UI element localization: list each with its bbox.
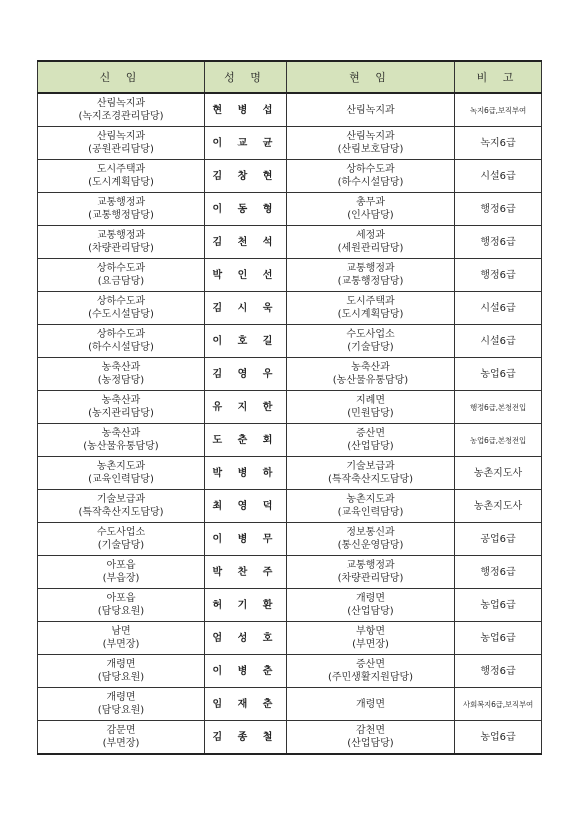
current-post-cell — [287, 655, 455, 688]
new-post-cell — [38, 127, 205, 160]
table-row — [38, 655, 542, 688]
current-post-cell — [287, 589, 455, 622]
current-post-cell-dept: 상하수도과 — [346, 164, 395, 175]
table-row — [38, 391, 542, 424]
current-post-cell — [287, 391, 455, 424]
new-post-cell — [38, 358, 205, 391]
current-post-cell-section: (산업담당) — [347, 738, 394, 749]
current-post-cell-dept: 개령면 — [356, 593, 385, 604]
current-post-cell — [287, 193, 455, 226]
current-post-cell — [287, 127, 455, 160]
header-new-post: 신 임 — [38, 61, 205, 93]
table-row — [38, 457, 542, 490]
remarks-cell: 시설6급 — [455, 160, 542, 193]
current-post-cell-section: (민원담당) — [347, 408, 394, 419]
new-post-cell-section: (차량관리담당) — [88, 243, 154, 254]
new-post-cell — [38, 93, 205, 127]
name-cell: 이 병 춘 — [205, 655, 287, 688]
remarks-cell: 행정6급 — [455, 259, 542, 292]
name-cell: 이 호 길 — [205, 325, 287, 358]
remarks-cell: 사회복지6급,보직부여 — [455, 688, 542, 721]
new-post-cell-section: (농정담당) — [97, 375, 145, 386]
current-post-cell-section: (통신운영담당) — [337, 540, 404, 551]
current-post-cell — [287, 556, 455, 589]
current-post-cell-dept: 부항면 — [356, 626, 385, 637]
new-post-cell — [38, 292, 205, 325]
new-post-cell — [38, 490, 205, 523]
name-cell: 김 창 현 — [205, 160, 287, 193]
current-post-cell-dept: 정보통신과 — [346, 527, 395, 538]
remarks-cell: 농촌지도사 — [455, 457, 542, 490]
table-row — [38, 226, 542, 259]
table-row — [38, 93, 542, 127]
current-post-cell-dept: 농촌지도과 — [346, 494, 395, 505]
name-cell: 최 영 덕 — [205, 490, 287, 523]
new-post-cell-section: (요금담당) — [97, 276, 145, 287]
current-post-cell-dept: 산림녹지과 — [346, 104, 395, 116]
name-cell: 박 찬 주 — [205, 556, 287, 589]
new-post-cell-dept: 상하수도과 — [96, 296, 146, 307]
current-post-cell-section: (세원관리담당) — [337, 243, 404, 254]
current-post-cell — [287, 688, 455, 721]
new-post-cell-dept: 농축산과 — [101, 362, 141, 373]
new-post-cell-section: (교통행정담당) — [88, 210, 154, 221]
new-post-cell-dept: 산림녹지과 — [96, 131, 146, 142]
current-post-cell-section: (부면장) — [352, 639, 389, 650]
current-post-cell-dept: 도시주택과 — [346, 296, 395, 307]
new-post-cell-section: (교육인력담당) — [88, 474, 154, 485]
table-row — [38, 556, 542, 589]
name-cell: 김 천 석 — [205, 226, 287, 259]
current-post-cell-dept: 세정과 — [356, 230, 385, 241]
new-post-cell — [38, 589, 205, 622]
name-cell: 이 교 균 — [205, 127, 287, 160]
remarks-cell: 농촌지도사 — [455, 490, 542, 523]
personnel-table — [37, 60, 542, 755]
new-post-cell — [38, 457, 205, 490]
name-cell: 박 인 선 — [205, 259, 287, 292]
current-post-cell — [287, 160, 455, 193]
new-post-cell-dept: 개령면 — [106, 659, 136, 670]
new-post-cell-section: (담당요원) — [97, 606, 145, 617]
name-cell: 김 시 욱 — [205, 292, 287, 325]
remarks-cell: 농업6급,본청전입 — [455, 424, 542, 457]
new-post-cell-dept: 도시주택과 — [96, 164, 146, 175]
current-post-cell-dept: 지례면 — [356, 395, 385, 406]
table-row — [38, 259, 542, 292]
current-post-cell-section: (교육인력담당) — [337, 507, 404, 518]
remarks-cell: 행정6급 — [455, 655, 542, 688]
current-post-cell — [287, 721, 455, 755]
new-post-cell — [38, 424, 205, 457]
current-post-cell-section: (농산물유통담당) — [332, 375, 409, 386]
new-post-cell-dept: 상하수도과 — [96, 329, 146, 340]
new-post-cell-section: (공원관리담당) — [88, 144, 154, 155]
new-post-cell — [38, 226, 205, 259]
remarks-cell: 녹지6급 — [455, 127, 542, 160]
current-post-cell-dept: 기술보급과 — [346, 461, 395, 472]
current-post-cell-dept: 감천면 — [356, 725, 385, 736]
current-post-cell-dept: 교통행정과 — [346, 263, 395, 274]
new-post-cell-section: (부면장) — [102, 639, 140, 650]
new-post-cell-dept: 남면 — [111, 626, 131, 637]
new-post-cell-section: (특작축산지도담당) — [78, 507, 164, 518]
current-post-cell-section: (특작축산지도담당) — [327, 474, 414, 485]
name-cell: 엄 성 호 — [205, 622, 287, 655]
table-row — [38, 490, 542, 523]
new-post-cell-section: (기술담당) — [97, 540, 145, 551]
current-post-cell-dept: 개령면 — [356, 698, 385, 710]
name-cell: 박 병 하 — [205, 457, 287, 490]
new-post-cell-section: (담당요원) — [97, 672, 145, 683]
current-post-cell-section: (교통행정담당) — [337, 276, 404, 287]
header-row — [38, 61, 542, 93]
current-post-cell-section: (하수시설담당) — [337, 177, 404, 188]
current-post-cell-dept: 증산면 — [356, 659, 385, 670]
new-post-cell-dept: 감문면 — [106, 725, 136, 736]
remarks-cell: 공업6급 — [455, 523, 542, 556]
current-post-cell-dept: 증산면 — [356, 428, 385, 439]
new-post-cell — [38, 556, 205, 589]
current-post-cell-section: (산업담당) — [347, 441, 394, 452]
new-post-cell — [38, 193, 205, 226]
current-post-cell-section: (차량관리담당) — [337, 573, 404, 584]
remarks-cell: 행정6급 — [455, 556, 542, 589]
new-post-cell-dept: 아포읍 — [106, 593, 136, 604]
new-post-cell-section: (하수시설담당) — [88, 342, 154, 353]
new-post-cell — [38, 259, 205, 292]
current-post-cell — [287, 523, 455, 556]
remarks-cell: 시설6급 — [455, 325, 542, 358]
new-post-cell-section: (담당요원) — [97, 705, 145, 716]
new-post-cell-dept: 농축산과 — [101, 395, 141, 406]
new-post-cell-dept: 산림녹지과 — [96, 98, 146, 109]
current-post-cell — [287, 358, 455, 391]
current-post-cell-dept: 교통행정과 — [346, 560, 395, 571]
new-post-cell — [38, 655, 205, 688]
current-post-cell-dept: 총무과 — [356, 197, 385, 208]
table-row — [38, 688, 542, 721]
table-row — [38, 523, 542, 556]
current-post-cell — [287, 457, 455, 490]
name-cell: 도 춘 회 — [205, 424, 287, 457]
new-post-cell-dept: 기술보급과 — [96, 494, 146, 505]
current-post-cell-dept: 수도사업소 — [346, 329, 395, 340]
current-post-cell — [287, 325, 455, 358]
new-post-cell-dept: 상하수도과 — [96, 263, 146, 274]
current-post-cell — [287, 292, 455, 325]
header-remarks: 비 고 — [455, 61, 542, 93]
new-post-cell-section: (농산물유통담당) — [83, 441, 159, 452]
new-post-cell-dept: 개령면 — [106, 692, 136, 703]
new-post-cell-dept: 교통행정과 — [96, 197, 146, 208]
remarks-cell: 행정6급 — [455, 193, 542, 226]
name-cell: 김 종 철 — [205, 721, 287, 755]
current-post-cell-section: (주민생활지원담당) — [327, 672, 414, 683]
new-post-cell — [38, 391, 205, 424]
current-post-cell — [287, 259, 455, 292]
remarks-cell: 행정6급 — [455, 226, 542, 259]
new-post-cell — [38, 325, 205, 358]
new-post-cell-section: (녹지조경관리담당) — [78, 111, 164, 122]
name-cell: 김 영 우 — [205, 358, 287, 391]
current-post-cell — [287, 93, 455, 127]
new-post-cell-dept: 교통행정과 — [96, 230, 146, 241]
new-post-cell-section: (부면장) — [102, 738, 140, 749]
table-row — [38, 325, 542, 358]
remarks-cell: 농업6급 — [455, 589, 542, 622]
remarks-cell: 시설6급 — [455, 292, 542, 325]
name-cell: 유 지 한 — [205, 391, 287, 424]
remarks-cell: 행정6급,본청전입 — [455, 391, 542, 424]
new-post-cell-section: (부읍장) — [102, 573, 140, 584]
remarks-cell: 농업6급 — [455, 622, 542, 655]
new-post-cell-section: (농지관리담당) — [88, 408, 154, 419]
remarks-cell: 농업6급 — [455, 721, 542, 755]
table-row — [38, 424, 542, 457]
current-post-cell-section: (산림보호담당) — [337, 144, 404, 155]
new-post-cell — [38, 523, 205, 556]
current-post-cell-dept: 산림녹지과 — [346, 131, 395, 142]
table-row — [38, 127, 542, 160]
new-post-cell-dept: 수도사업소 — [96, 527, 146, 538]
remarks-cell: 녹지6급,보직부여 — [455, 93, 542, 127]
new-post-cell-dept: 농축산과 — [101, 428, 141, 439]
name-cell: 현 병 섭 — [205, 93, 287, 127]
current-post-cell-section: (기술담당) — [347, 342, 394, 353]
table-row — [38, 622, 542, 655]
name-cell: 임 재 춘 — [205, 688, 287, 721]
table-row — [38, 292, 542, 325]
table-row — [38, 589, 542, 622]
new-post-cell — [38, 688, 205, 721]
current-post-cell-section: (인사담당) — [347, 210, 394, 221]
table-row — [38, 193, 542, 226]
table-row — [38, 721, 542, 755]
new-post-cell-section: (수도시설담당) — [88, 309, 154, 320]
new-post-cell — [38, 721, 205, 755]
current-post-cell-section: (도시계획담당) — [337, 309, 404, 320]
new-post-cell-section: (도시계획담당) — [88, 177, 154, 188]
new-post-cell-dept: 농촌지도과 — [96, 461, 146, 472]
new-post-cell-dept: 아포읍 — [106, 560, 136, 571]
current-post-cell — [287, 424, 455, 457]
name-cell: 허 기 환 — [205, 589, 287, 622]
current-post-cell-section: (산업담당) — [347, 606, 394, 617]
table-row — [38, 160, 542, 193]
name-cell: 이 동 형 — [205, 193, 287, 226]
remarks-cell: 농업6급 — [455, 358, 542, 391]
name-cell: 이 병 무 — [205, 523, 287, 556]
new-post-cell — [38, 160, 205, 193]
table-row — [38, 358, 542, 391]
current-post-cell — [287, 622, 455, 655]
header-name: 성 명 — [205, 61, 287, 93]
new-post-cell — [38, 622, 205, 655]
current-post-cell — [287, 226, 455, 259]
header-current-post: 현 임 — [287, 61, 455, 93]
current-post-cell — [287, 490, 455, 523]
current-post-cell-dept: 농축산과 — [351, 362, 390, 373]
